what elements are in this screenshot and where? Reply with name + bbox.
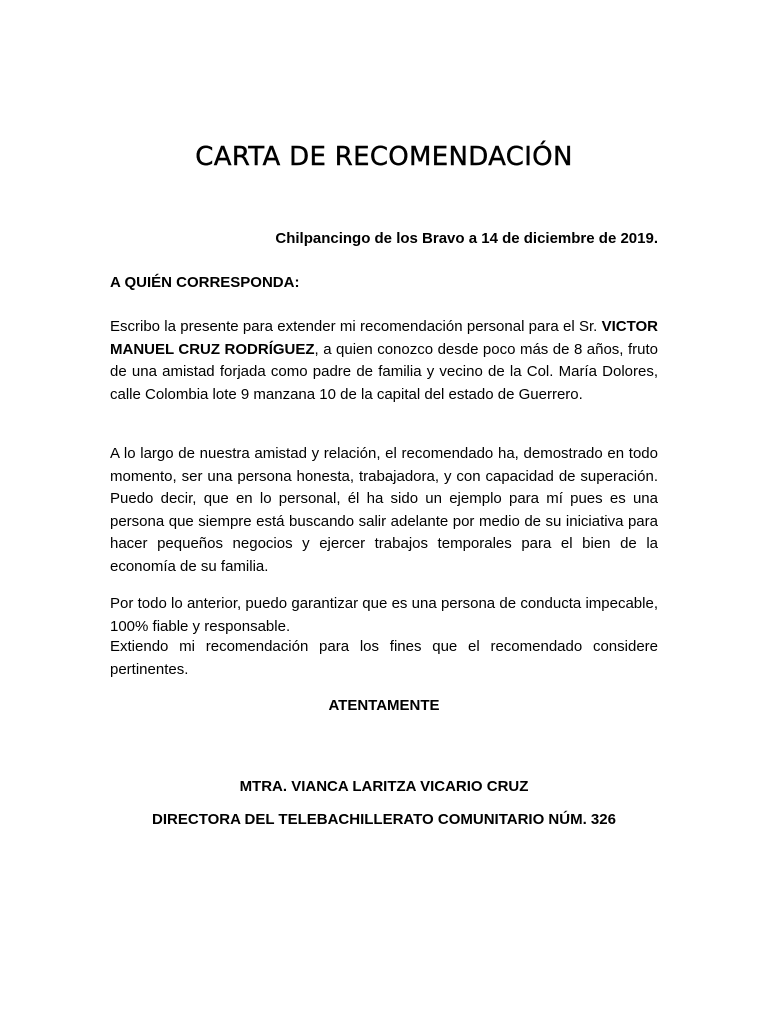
letter-title: CARTA DE RECOMENDACIÓN (195, 142, 573, 172)
signer-name: MTRA. VIANCA LARITZA VICARIO CRUZ (239, 778, 529, 795)
place-and-date: Chilpancingo de los Bravo a 14 de diciembre de 2019. (275, 230, 658, 247)
paragraph-introduction-rest: , a quien conozco desde poco más de 8 años, fruto de una amistad forjada como padre de familia y vecino de la Col. María Dolores, calle Colombia lote 9 manzana 10 de la capital del estado de Guerrero. (110, 340, 658, 403)
paragraph-introduction-lead: Escribo la presente para extender mi recomendación personal para el Sr. (110, 318, 602, 335)
signer-role: DIRECTORA DEL TELEBACHILLERATO COMUNITARIO NÚM. 326 (152, 811, 616, 828)
paragraph-guarantee: Por todo lo anterior, puedo garantizar que es una persona de conducta impecable, 100% fiable y responsable. (110, 595, 658, 635)
paragraph-introduction (110, 316, 658, 406)
paragraph-extension: Extiendo mi recomendación para los fines que el recomendado considere pertinentes. (110, 638, 658, 678)
closing-atentamente: ATENTAMENTE (328, 697, 440, 714)
recommended-person-name: VICTOR MANUEL CRUZ RODRÍGUEZ (110, 318, 658, 358)
paragraph-character: A lo largo de nuestra amistad y relación, el recomendado ha, demostrado en todo momento, ser una persona honesta, trabajadora, y con capacidad de superación. Puedo decir, que en lo personal, él ha sido un ejemplo para mí pues es una persona que siempre está buscando salir adelante por medio de su iniciativa para hacer pequeños negocios y ejercer trabajos temporales para el bien de la economía de su familia. (110, 445, 658, 575)
salutation: A QUIÉN CORRESPONDA: (110, 274, 300, 291)
